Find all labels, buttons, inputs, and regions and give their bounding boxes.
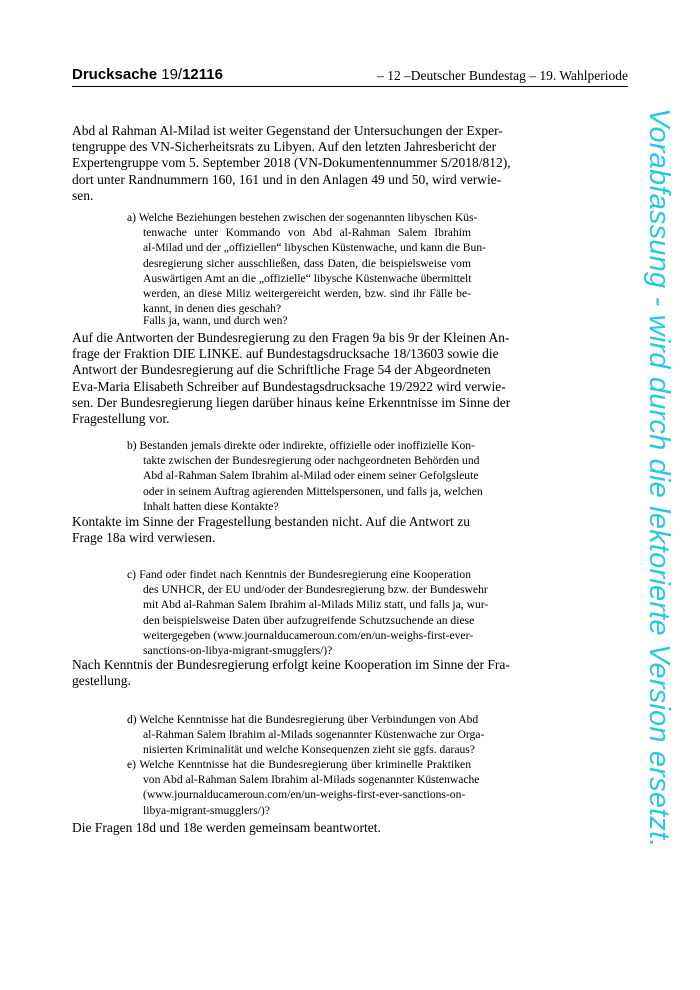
text-line: den beispielsweise Daten über aufzugreifende Schutzsuchende an diese bbox=[143, 613, 475, 627]
text-line: frage der Fraktion DIE LINKE. auf Bundestagsdrucksache 18/13603 sowie die bbox=[72, 346, 499, 362]
document-number bbox=[72, 66, 223, 84]
answer-paragraph-1 bbox=[72, 123, 511, 204]
page-header bbox=[72, 66, 628, 86]
text-line: b) Bestanden jemals direkte oder indirekte, offizielle oder inoffizielle Kon- bbox=[127, 439, 475, 452]
text-line: Fragestellung vor. bbox=[72, 411, 170, 427]
text-line: weitergegeben (www.journalducameroun.com/en/un-weighs-first-ever- bbox=[143, 628, 474, 642]
answer-paragraph-3 bbox=[72, 514, 470, 546]
text-line: sen. Der Bundesregierung liegen darüber hinaus keine Erkenntnisse im Sinne der bbox=[72, 394, 511, 410]
doc-number-main: 12116 bbox=[182, 66, 223, 83]
doc-number-prefix: 19/ bbox=[161, 66, 183, 83]
question-18c bbox=[127, 567, 489, 658]
text-line: Falls ja, wann, und durch wen? bbox=[143, 314, 288, 327]
text-line: Frage 18a wird verwiesen. bbox=[72, 530, 216, 546]
text-line: (www.journalducameroun.com/en/un-weighs-first-ever-sanctions-on- bbox=[143, 788, 466, 802]
text-line: Inhalt hatten diese Kontakte? bbox=[143, 499, 279, 513]
text-line: a) Welche Beziehungen bestehen zwischen der sogenannten libyschen Küs- bbox=[127, 211, 478, 224]
text-line: Antwort der Bundesregierung auf die Schriftliche Frage 54 der Abgeordneten bbox=[72, 362, 491, 378]
question-18a-followup bbox=[127, 313, 471, 328]
text-line: tengruppe des VN-Sicherheitsrats zu Libyen. Auf den letzten Jahresbericht der bbox=[72, 139, 497, 155]
text-line: des UNHCR, der EU und/oder der Bundesregierung bzw. der Bundeswehr bbox=[143, 583, 488, 597]
text-line: tenwache unter Kommando von Abd al-Rahman Salem Ibrahim bbox=[143, 226, 471, 240]
text-line: Auswärtigen Amt an die „offizielle“ libysche Küstenwache übermittelt bbox=[143, 271, 472, 285]
text-line: Auf die Antworten der Bundesregierung zu den Fragen 9a bis 9r der Kleinen An- bbox=[72, 330, 510, 345]
text-line: al-Milad und der „offiziellen“ libyschen Küstenwache, und kann die Bun- bbox=[143, 241, 486, 255]
answer-paragraph-4 bbox=[72, 657, 510, 689]
text-line: takte zwischen der Bundesregierung oder nachgeordneten Behörden und bbox=[143, 454, 480, 468]
question-18e bbox=[127, 757, 480, 818]
text-line: Abd al Rahman Al-Milad ist weiter Gegenstand der Untersuchungen der Exper- bbox=[72, 123, 503, 138]
answer-paragraph-5 bbox=[72, 820, 470, 836]
text-line: dort unter Randnummern 160, 161 und in den Anlagen 49 und 50, wird verwie- bbox=[72, 171, 502, 187]
question-18d bbox=[127, 712, 485, 758]
watermark-text: Vorabfassung - wird durch die lektorierte Version ersetzt. bbox=[643, 108, 675, 848]
question-18a bbox=[127, 210, 486, 316]
text-line: sanctions-on-libya-migrant-smugglers/)? bbox=[143, 644, 333, 658]
header-rule bbox=[72, 86, 628, 87]
text-line: Die Fragen 18d und 18e werden gemeinsam beantwortet. bbox=[72, 820, 381, 835]
text-line: mit Abd al-Rahman Salem Ibrahim al-Milads Miliz statt, und falls ja, wur- bbox=[143, 598, 489, 612]
text-line: Eva-Maria Elisabeth Schreiber auf Bundestagsdrucksache 19/2922 wird verwie- bbox=[72, 378, 506, 394]
text-line: kannt, in denen dies geschah? bbox=[143, 302, 282, 316]
question-18b bbox=[127, 438, 483, 514]
text-line: werden, an diese Miliz weitergereicht werden, bzw. sind ihr Fälle be- bbox=[143, 287, 471, 301]
text-line: oder in seinem Auftrag agierenden Mittelspersonen, und falls ja, welchen bbox=[143, 484, 483, 498]
publisher-label: Deutscher Bundestag – 19. Wahlperiode bbox=[410, 68, 628, 83]
text-line: von Abd al-Rahman Salem Ibrahim al-Milads sogenannter Küstenwache bbox=[143, 773, 480, 787]
text-line: Abd al-Rahman Salem Ibrahim al-Milad oder einem seiner Gefolgsleute bbox=[143, 469, 479, 483]
text-line: libya-migrant-smugglers/)? bbox=[143, 803, 270, 817]
text-line: al-Rahman Salem Ibrahim al-Milads sogenannter Küstenwache zur Orga- bbox=[143, 728, 485, 742]
text-line: Kontakte im Sinne der Fragestellung bestanden nicht. Auf die Antwort zu bbox=[72, 514, 470, 529]
doc-label: Drucksache bbox=[72, 66, 158, 83]
text-line: nisierten Kriminalität und welche Konsequenzen zieht sie ggfs. daraus? bbox=[143, 743, 475, 757]
text-line: e) Welche Kenntnisse hat die Bundesregierung über kriminelle Praktiken bbox=[127, 758, 471, 771]
text-line: sen. bbox=[72, 187, 94, 203]
text-line: Nach Kenntnis der Bundesregierung erfolgt keine Kooperation im Sinne der Fra- bbox=[72, 657, 510, 672]
text-line: desregierung sicher ausschließen, dass Daten, die beispielsweise vom bbox=[143, 256, 471, 270]
page-number: – 12 – bbox=[377, 68, 411, 83]
answer-paragraph-2 bbox=[72, 330, 511, 427]
text-line: c) Fand oder findet nach Kenntnis der Bundesregierung eine Kooperation bbox=[127, 568, 471, 581]
draft-watermark bbox=[644, 108, 674, 908]
text-line: d) Welche Kenntnisse hat die Bundesregierung über Verbindungen von Abd bbox=[127, 713, 479, 726]
text-line: gestellung. bbox=[72, 673, 131, 689]
text-line: Expertengruppe vom 5. September 2018 (VN-Dokumentennummer S/2018/812), bbox=[72, 155, 511, 171]
